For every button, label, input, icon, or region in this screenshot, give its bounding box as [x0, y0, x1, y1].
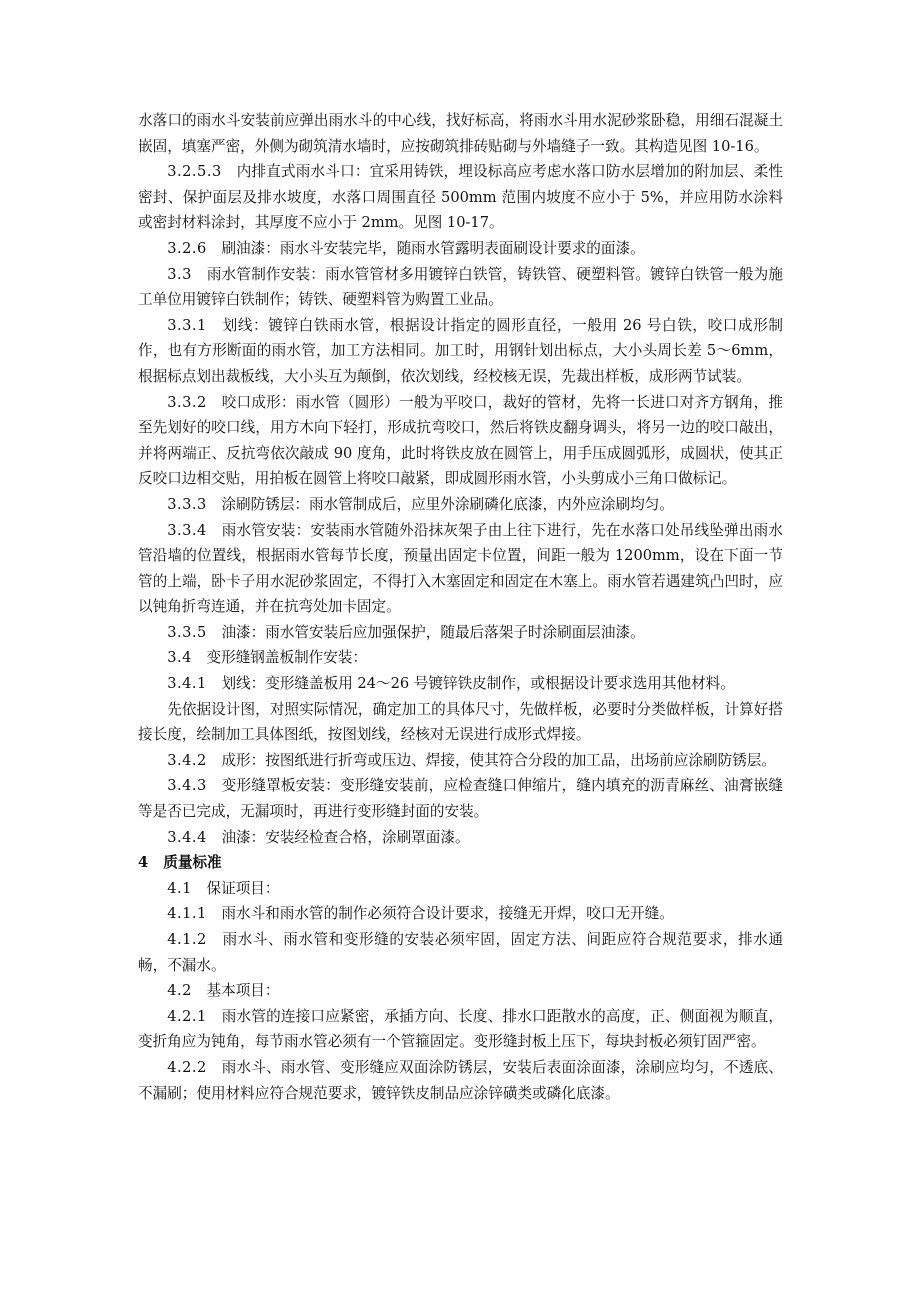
paragraph [138, 620, 783, 646]
clause-number: 4.2.1 [167, 1007, 207, 1025]
clause-number: 3.3.1 [167, 316, 207, 334]
clause-number: 4.2.2 [167, 1058, 207, 1076]
clause-number: 3.3.2 [167, 393, 207, 411]
paragraph [138, 748, 783, 774]
paragraph [138, 697, 783, 748]
paragraph-text: 质量标准 [163, 854, 222, 872]
clause-number: 3.4.2 [167, 751, 207, 769]
clause-number: 4.1 [167, 879, 192, 897]
paragraph [138, 773, 783, 824]
clause-number: 4.2 [167, 982, 192, 1000]
paragraph [138, 901, 783, 927]
paragraph-text: 油漆：雨水管安装后应加强保护，随最后落架子时涂刷面层油漆。 [221, 623, 645, 641]
clause-number: 3.4.3 [167, 777, 207, 795]
paragraph [138, 978, 783, 1004]
paragraph [138, 236, 783, 262]
paragraph-text: 刷油漆：雨水斗安装完毕，随雨水管露明表面刷设计要求的面漆。 [221, 239, 645, 257]
paragraph-text: 划线：变形缝盖板用 24～26 号镀锌铁皮制作，或根据设计要求选用其他材料。 [221, 675, 735, 693]
paragraph [138, 1004, 783, 1055]
paragraph-text: 油漆：安装经检查合格，涂刷罩面漆。 [221, 828, 470, 846]
paragraph-text: 咬口成形：雨水管（圆形）一般为平咬口，裁好的管材，先将一长进口对齐方钢角，推至先划好的咬口线，用方木向下轻打，形成抗弯咬口，然后将铁皮翻身调头，将另一边的咬口敲出，并将两端正、反抗弯依次敲成 90 度角，此时将铁皮放在圆管上，用手压成圆弧形，成圆状，使其正反咬口边相交贴，用拍板在圆管上将咬口敲紧，即成圆形雨水管，小头剪成小三角口做标记。 [138, 393, 783, 488]
paragraph [138, 876, 783, 902]
paragraph [138, 262, 783, 313]
paragraph-text: 基本项目： [206, 982, 280, 1000]
paragraph-text: 变形缝钢盖板制作安装： [206, 649, 368, 667]
clause-number: 4.1.1 [167, 905, 207, 923]
paragraph-text: 水落口的雨水斗安装前应弹出雨水斗的中心线，找好标高，将雨水斗用水泥砂浆卧稳，用细石混凝土嵌固，填塞严密，外侧为砌筑清水墙时，应按砌筑排砖贴砌与外墙缝子一致。其构造见图 10-16。 [138, 112, 783, 155]
paragraph-text: 雨水管的连接口应紧密，承插方向、长度、排水口距散水的高度，正、侧面视为顺直，变折角应为钝角，每节雨水管必须有一个管箍固定。变形缝封板上压下，每块封板必须钉固严密。 [138, 1007, 783, 1051]
clause-number: 3.4 [167, 649, 192, 667]
paragraph [138, 671, 783, 697]
paragraph-text: 先依据设计图，对照实际情况，确定加工的具体尺寸，先做样板，必要时分类做样板，计算好搭接长度，绘制加工具体图纸，按图划线，经核对无误进行成形式焊接。 [138, 700, 783, 744]
paragraph [138, 492, 783, 518]
paragraph-text: 保证项目： [206, 879, 280, 897]
paragraph-text: 变形缝罩板安装：变形缝安装前，应检查缝口伸缩片，缝内填充的沥青麻丝、油膏嵌缝等是否已完成，无漏项时，再进行变形缝封面的安装。 [138, 777, 783, 821]
paragraph-text: 雨水管制作安装：雨水管管材多用镀锌白铁管，铸铁管、硬塑料管。镀锌白铁管一般为施工单位用镀锌白铁制作；铸铁、硬塑料管为购置工业品。 [138, 265, 783, 309]
paragraph [138, 108, 783, 159]
paragraph [138, 1055, 783, 1106]
paragraph-text: 涂刷防锈层：雨水管制成后，应里外涂刷磷化底漆，内外应涂刷均匀。 [221, 495, 674, 513]
paragraph-text: 雨水管安装：安装雨水管随外沿抹灰架子由上往下进行，先在水落口处吊线坠弹出雨水管沿墙的位置线，根据雨水管每节长度，预量出固定卡位置，间距一般为 1200mm，设在下面一节管的上端，卧卡子用水泥砂浆固定，不得打入木塞固定和固定在木塞上。雨水管若遇建筑凸凹时，应以钝角折弯连通，并在抗弯处加卡固定。 [138, 521, 783, 616]
clause-number: 3.2.5.3 [167, 163, 222, 181]
paragraph [138, 159, 783, 236]
paragraph [138, 927, 783, 978]
paragraph [138, 390, 783, 492]
clause-number: 3.3 [167, 265, 192, 283]
clause-number: 3.3.4 [167, 521, 207, 539]
paragraph-text: 成形：按图纸进行折弯或压边、焊接，使其符合分段的加工品，出场前应涂刷防锈层。 [221, 751, 777, 769]
clause-number: 3.2.6 [167, 239, 207, 257]
clause-number: 4 [138, 854, 149, 872]
paragraph [138, 518, 783, 620]
paragraph [138, 645, 783, 671]
document-page [138, 108, 783, 1106]
paragraph [138, 825, 783, 851]
clause-number: 3.3.5 [167, 623, 207, 641]
clause-number: 3.4.4 [167, 828, 207, 846]
paragraph-text: 雨水斗、雨水管和变形缝的安装必须牢固，固定方法、间距应符合规范要求，排水通畅，不漏水。 [138, 931, 783, 974]
section-heading [138, 850, 783, 876]
clause-number: 3.3.3 [167, 495, 207, 513]
paragraph-text: 雨水斗、雨水管、变形缝应双面涂防锈层，安装后表面涂面漆，涂刷应均匀，不透底、不漏刷；使用材料应符合规范要求，镀锌铁皮制品应涂锌磺类或磷化底漆。 [138, 1058, 783, 1102]
paragraph-text: 内排直式雨水斗口：宜采用铸铁，埋设标高应考虑水落口防水层增加的附加层、柔性密封、保护面层及排水坡度，水落口周围直径 500mm 范围内坡度不应小于 5%，并应用防水涂料或密封材料涂封，其厚度不应小于 2mm。见图 10-17。 [138, 163, 783, 232]
clause-number: 3.4.1 [167, 675, 207, 693]
paragraph-text: 雨水斗和雨水管的制作必须符合设计要求，接缝无开焊，咬口无开缝。 [221, 905, 674, 923]
paragraph [138, 313, 783, 390]
paragraph-text: 划线：镀锌白铁雨水管，根据设计指定的圆形直径，一般用 26 号白铁，咬口成形制作，也有方形断面的雨水管，加工方法相同。加工时，用钢针划出标点，大小头周长差 5～6mm，根据标点划出裁板线，大小头互为颠倒，依次划线，经校核无误，先裁出样板，成形两节试装。 [138, 316, 783, 385]
clause-number: 4.1.2 [167, 931, 207, 948]
